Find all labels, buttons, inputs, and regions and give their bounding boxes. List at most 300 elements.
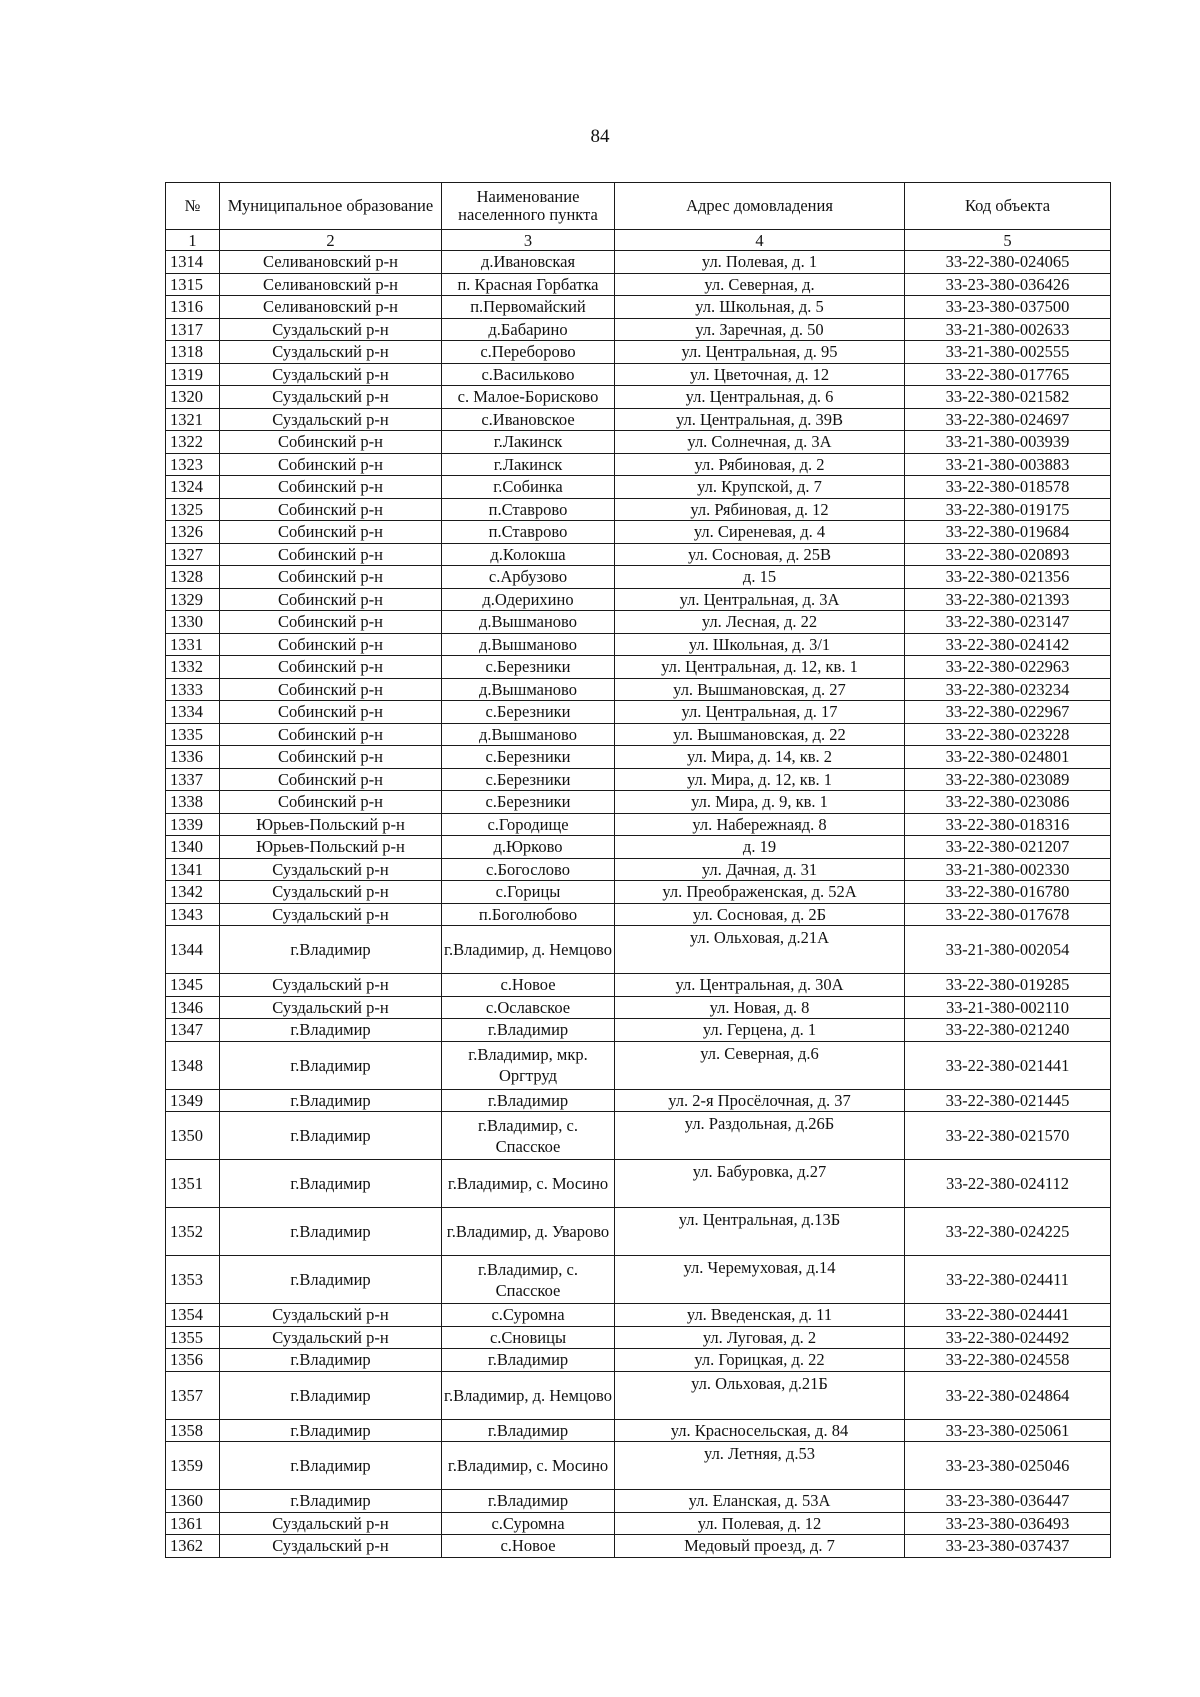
object-code-cell: 33-22-380-024801 [905, 746, 1111, 769]
table-row [166, 386, 1111, 409]
object-code-cell: 33-23-380-037500 [905, 296, 1111, 319]
object-code-cell: 33-22-380-023234 [905, 678, 1111, 701]
table-row [166, 974, 1111, 997]
address-cell: ул. Центральная, д. 39В [615, 408, 905, 431]
address-cell: ул. Северная, д. [615, 273, 905, 296]
object-code-cell: 33-22-380-024558 [905, 1349, 1111, 1372]
row-number: 1329 [166, 588, 220, 611]
row-number: 1354 [166, 1304, 220, 1327]
table-body [166, 251, 1111, 1558]
municipality-cell: Собинский р-н [220, 723, 442, 746]
address-cell: ул. Вышмановская, д. 27 [615, 678, 905, 701]
settlement-cell: г.Владимир, мкр. Оргтруд [442, 1041, 615, 1089]
municipality-cell: Собинский р-н [220, 633, 442, 656]
page-number: 84 [590, 126, 610, 147]
row-number: 1324 [166, 476, 220, 499]
address-cell: ул. Центральная, д. 6 [615, 386, 905, 409]
municipality-cell: Суздальский р-н [220, 408, 442, 431]
table-row [166, 996, 1111, 1019]
object-code-cell: 33-22-380-021393 [905, 588, 1111, 611]
table-row [166, 1256, 1111, 1304]
object-code-cell: 33-22-380-019285 [905, 974, 1111, 997]
municipality-cell: г.Владимир [220, 1442, 442, 1490]
settlement-cell: с.Новое [442, 1535, 615, 1558]
table-row [166, 723, 1111, 746]
table-row [166, 1512, 1111, 1535]
object-code-cell: 33-22-380-017678 [905, 903, 1111, 926]
object-code-cell: 33-22-380-021441 [905, 1041, 1111, 1089]
table-row [166, 476, 1111, 499]
row-number: 1320 [166, 386, 220, 409]
row-number: 1334 [166, 701, 220, 724]
municipality-cell: Юрьев-Польский р-н [220, 836, 442, 859]
object-code-cell: 33-23-380-025061 [905, 1419, 1111, 1442]
address-cell: ул. Школьная, д. 3/1 [615, 633, 905, 656]
table-row [166, 836, 1111, 859]
settlement-cell: г.Владимир [442, 1349, 615, 1372]
address-cell: ул. Красносельская, д. 84 [615, 1419, 905, 1442]
table-row [166, 543, 1111, 566]
object-code-cell: 33-22-380-016780 [905, 881, 1111, 904]
object-code-cell: 33-22-380-022963 [905, 656, 1111, 679]
municipality-cell: Собинский р-н [220, 543, 442, 566]
object-code-cell: 33-23-380-037437 [905, 1535, 1111, 1558]
municipality-cell: Собинский р-н [220, 746, 442, 769]
object-code-cell: 33-22-380-021207 [905, 836, 1111, 859]
table-row [166, 1535, 1111, 1558]
row-number: 1352 [166, 1208, 220, 1256]
municipality-cell: Суздальский р-н [220, 881, 442, 904]
settlement-cell: г.Лакинск [442, 431, 615, 454]
address-cell: д. 19 [615, 836, 905, 859]
municipality-cell: г.Владимир [220, 1256, 442, 1304]
address-cell: ул. Преображенская, д. 52А [615, 881, 905, 904]
municipality-cell: Суздальский р-н [220, 996, 442, 1019]
header-settlement: Наименование населенного пункта [442, 183, 615, 230]
object-code-cell: 33-22-380-024065 [905, 251, 1111, 274]
address-cell: ул. Набережнаяд. 8 [615, 813, 905, 836]
object-code-cell: 33-21-380-003883 [905, 453, 1111, 476]
object-code-cell: 33-22-380-023147 [905, 611, 1111, 634]
header-object-code: Код объекта [905, 183, 1111, 230]
row-number: 1339 [166, 813, 220, 836]
table-row [166, 881, 1111, 904]
settlement-cell: с.Березники [442, 701, 615, 724]
object-code-cell: 33-23-380-025046 [905, 1442, 1111, 1490]
object-code-cell: 33-22-380-021240 [905, 1019, 1111, 1042]
table-row [166, 1019, 1111, 1042]
address-cell: ул. Полевая, д. 12 [615, 1512, 905, 1535]
column-number: 3 [442, 230, 615, 251]
column-number: 1 [166, 230, 220, 251]
table-row [166, 858, 1111, 881]
municipality-cell: Суздальский р-н [220, 318, 442, 341]
address-cell: ул. Северная, д.6 [615, 1041, 905, 1089]
table-row [166, 1349, 1111, 1372]
municipality-cell: г.Владимир [220, 1112, 442, 1160]
row-number: 1358 [166, 1419, 220, 1442]
row-number: 1316 [166, 296, 220, 319]
address-cell: ул. Центральная, д. 17 [615, 701, 905, 724]
row-number: 1345 [166, 974, 220, 997]
municipality-cell: Собинский р-н [220, 678, 442, 701]
table-row [166, 1208, 1111, 1256]
table-row [166, 341, 1111, 364]
municipality-cell: Суздальский р-н [220, 974, 442, 997]
address-cell: ул. Крупской, д. 7 [615, 476, 905, 499]
address-cell: ул. Центральная, д. 30А [615, 974, 905, 997]
table-row [166, 498, 1111, 521]
table-row [166, 926, 1111, 974]
object-code-cell: 33-22-380-024864 [905, 1371, 1111, 1419]
row-number: 1315 [166, 273, 220, 296]
municipality-cell: г.Владимир [220, 1089, 442, 1112]
settlement-cell: д.Колокша [442, 543, 615, 566]
object-code-cell: 33-22-380-018316 [905, 813, 1111, 836]
table-row [166, 678, 1111, 701]
municipality-cell: Суздальский р-н [220, 386, 442, 409]
row-number: 1317 [166, 318, 220, 341]
settlement-cell: г.Владимир [442, 1089, 615, 1112]
row-number: 1350 [166, 1112, 220, 1160]
municipality-cell: Суздальский р-н [220, 341, 442, 364]
settlement-cell: с.Березники [442, 746, 615, 769]
table-row [166, 1160, 1111, 1208]
table-row [166, 1304, 1111, 1327]
row-number: 1326 [166, 521, 220, 544]
address-cell: ул. Еланская, д. 53А [615, 1490, 905, 1513]
object-code-cell: 33-22-380-020893 [905, 543, 1111, 566]
address-cell: ул. Полевая, д. 1 [615, 251, 905, 274]
municipality-cell: Собинский р-н [220, 768, 442, 791]
settlement-cell: д.Вышманово [442, 633, 615, 656]
table-row [166, 251, 1111, 274]
table-row [166, 318, 1111, 341]
row-number: 1330 [166, 611, 220, 634]
address-cell: ул. Бабуровка, д.27 [615, 1160, 905, 1208]
settlement-cell: с.Сновицы [442, 1326, 615, 1349]
address-cell: ул. Центральная, д.13Б [615, 1208, 905, 1256]
object-code-cell: 33-22-380-019684 [905, 521, 1111, 544]
address-cell: ул. Рябиновая, д. 2 [615, 453, 905, 476]
address-cell: ул. Раздольная, д.26Б [615, 1112, 905, 1160]
object-code-cell: 33-22-380-021356 [905, 566, 1111, 589]
settlement-cell: с. Малое-Борисково [442, 386, 615, 409]
municipality-cell: Суздальский р-н [220, 363, 442, 386]
address-cell: ул. Вышмановская, д. 22 [615, 723, 905, 746]
municipality-cell: г.Владимир [220, 1490, 442, 1513]
address-cell: ул. Заречная, д. 50 [615, 318, 905, 341]
address-cell: ул. Центральная, д. 12, кв. 1 [615, 656, 905, 679]
table-row [166, 1490, 1111, 1513]
municipality-cell: Собинский р-н [220, 611, 442, 634]
table-row [166, 611, 1111, 634]
table-row [166, 813, 1111, 836]
table-row [166, 566, 1111, 589]
municipality-cell: г.Владимир [220, 1419, 442, 1442]
settlement-cell: с.Березники [442, 656, 615, 679]
address-cell: ул. Черемуховая, д.14 [615, 1256, 905, 1304]
object-code-cell: 33-22-380-024142 [905, 633, 1111, 656]
address-cell: Медовый проезд, д. 7 [615, 1535, 905, 1558]
settlement-cell: г.Владимир [442, 1019, 615, 1042]
municipality-cell: Собинский р-н [220, 476, 442, 499]
row-number: 1335 [166, 723, 220, 746]
address-cell: ул. Дачная, д. 31 [615, 858, 905, 881]
row-number: 1333 [166, 678, 220, 701]
municipality-cell: Собинский р-н [220, 498, 442, 521]
table-row [166, 1089, 1111, 1112]
row-number: 1331 [166, 633, 220, 656]
settlement-cell: д.Вышманово [442, 611, 615, 634]
row-number: 1344 [166, 926, 220, 974]
object-code-cell: 33-22-380-024225 [905, 1208, 1111, 1256]
address-cell: ул. Ольховая, д.21Б [615, 1371, 905, 1419]
row-number: 1314 [166, 251, 220, 274]
object-code-cell: 33-22-380-024112 [905, 1160, 1111, 1208]
municipality-cell: Селивановский р-н [220, 273, 442, 296]
row-number: 1361 [166, 1512, 220, 1535]
header-row [166, 183, 1111, 230]
address-cell: ул. Школьная, д. 5 [615, 296, 905, 319]
settlement-cell: с.Березники [442, 768, 615, 791]
settlement-cell: с.Суромна [442, 1512, 615, 1535]
address-cell: ул. 2-я Просёлочная, д. 37 [615, 1089, 905, 1112]
settlement-cell: п.Боголюбово [442, 903, 615, 926]
row-number: 1347 [166, 1019, 220, 1042]
object-code-cell: 33-22-380-021570 [905, 1112, 1111, 1160]
row-number: 1348 [166, 1041, 220, 1089]
municipality-cell: Суздальский р-н [220, 1326, 442, 1349]
header-address: Адрес домовладения [615, 183, 905, 230]
address-cell: ул. Цветочная, д. 12 [615, 363, 905, 386]
table-row [166, 363, 1111, 386]
settlement-cell: п.Ставрово [442, 521, 615, 544]
table-row [166, 408, 1111, 431]
address-cell: ул. Солнечная, д. 3А [615, 431, 905, 454]
address-cell: д. 15 [615, 566, 905, 589]
row-number: 1362 [166, 1535, 220, 1558]
object-code-cell: 33-22-380-022967 [905, 701, 1111, 724]
object-code-cell: 33-23-380-036447 [905, 1490, 1111, 1513]
row-number: 1353 [166, 1256, 220, 1304]
address-cell: ул. Рябиновая, д. 12 [615, 498, 905, 521]
municipality-cell: Суздальский р-н [220, 903, 442, 926]
settlement-cell: с.Ославское [442, 996, 615, 1019]
table-row [166, 588, 1111, 611]
table-row [166, 1326, 1111, 1349]
settlement-cell: п.Первомайский [442, 296, 615, 319]
address-cell: ул. Мира, д. 12, кв. 1 [615, 768, 905, 791]
municipality-cell: Собинский р-н [220, 453, 442, 476]
address-cell: ул. Мира, д. 9, кв. 1 [615, 791, 905, 814]
settlement-cell: с.Березники [442, 791, 615, 814]
table-row [166, 701, 1111, 724]
table-row [166, 1041, 1111, 1089]
row-number: 1319 [166, 363, 220, 386]
settlement-cell: г.Владимир, с. Спасское [442, 1256, 615, 1304]
header-municipality: Муниципальное образование [220, 183, 442, 230]
object-code-cell: 33-22-380-023086 [905, 791, 1111, 814]
object-code-cell: 33-23-380-036426 [905, 273, 1111, 296]
table-row [166, 633, 1111, 656]
address-cell: ул. Введенская, д. 11 [615, 1304, 905, 1327]
settlement-cell: п. Красная Горбатка [442, 273, 615, 296]
table-row [166, 431, 1111, 454]
table-row [166, 1442, 1111, 1490]
households-table [165, 182, 1111, 1558]
row-number: 1341 [166, 858, 220, 881]
settlement-cell: г.Владимир [442, 1419, 615, 1442]
settlement-cell: с.Суромна [442, 1304, 615, 1327]
address-cell: ул. Сосновая, д. 2Б [615, 903, 905, 926]
row-number: 1360 [166, 1490, 220, 1513]
address-cell: ул. Сосновая, д. 25В [615, 543, 905, 566]
municipality-cell: Собинский р-н [220, 791, 442, 814]
row-number: 1337 [166, 768, 220, 791]
row-number: 1340 [166, 836, 220, 859]
row-number: 1356 [166, 1349, 220, 1372]
object-code-cell: 33-22-380-017765 [905, 363, 1111, 386]
settlement-cell: с.Арбузово [442, 566, 615, 589]
table-row [166, 903, 1111, 926]
address-cell: ул. Ольховая, д.21А [615, 926, 905, 974]
object-code-cell: 33-23-380-036493 [905, 1512, 1111, 1535]
column-number: 4 [615, 230, 905, 251]
settlement-cell: с.Городище [442, 813, 615, 836]
settlement-cell: г.Владимир, с. Мосино [442, 1160, 615, 1208]
table-row [166, 453, 1111, 476]
settlement-cell: д.Ивановская [442, 251, 615, 274]
address-cell: ул. Новая, д. 8 [615, 996, 905, 1019]
column-number: 2 [220, 230, 442, 251]
object-code-cell: 33-22-380-019175 [905, 498, 1111, 521]
address-cell: ул. Центральная, д. 95 [615, 341, 905, 364]
object-code-cell: 33-21-380-002330 [905, 858, 1111, 881]
settlement-cell: д.Одерихино [442, 588, 615, 611]
address-cell: ул. Луговая, д. 2 [615, 1326, 905, 1349]
settlement-cell: с.Богослово [442, 858, 615, 881]
settlement-cell: д.Бабарино [442, 318, 615, 341]
object-code-cell: 33-21-380-003939 [905, 431, 1111, 454]
settlement-cell: г.Владимир, д. Уварово [442, 1208, 615, 1256]
object-code-cell: 33-22-380-024411 [905, 1256, 1111, 1304]
row-number: 1328 [166, 566, 220, 589]
row-number: 1355 [166, 1326, 220, 1349]
row-number: 1321 [166, 408, 220, 431]
row-number: 1332 [166, 656, 220, 679]
settlement-cell: г.Владимир [442, 1490, 615, 1513]
row-number: 1343 [166, 903, 220, 926]
municipality-cell: г.Владимир [220, 926, 442, 974]
settlement-cell: с.Новое [442, 974, 615, 997]
object-code-cell: 33-21-380-002555 [905, 341, 1111, 364]
municipality-cell: г.Владимир [220, 1349, 442, 1372]
row-number: 1338 [166, 791, 220, 814]
object-code-cell: 33-22-380-023089 [905, 768, 1111, 791]
settlement-cell: г.Лакинск [442, 453, 615, 476]
object-code-cell: 33-22-380-021582 [905, 386, 1111, 409]
table-row [166, 273, 1111, 296]
column-number: 5 [905, 230, 1111, 251]
row-number: 1357 [166, 1371, 220, 1419]
settlement-cell: г.Владимир, с. Мосино [442, 1442, 615, 1490]
municipality-cell: г.Владимир [220, 1371, 442, 1419]
address-cell: ул. Центральная, д. 3А [615, 588, 905, 611]
settlement-cell: д.Юрково [442, 836, 615, 859]
table-row [166, 746, 1111, 769]
settlement-cell: п.Ставрово [442, 498, 615, 521]
row-number: 1349 [166, 1089, 220, 1112]
settlement-cell: г.Собинка [442, 476, 615, 499]
address-cell: ул. Мира, д. 14, кв. 2 [615, 746, 905, 769]
settlement-cell: д.Вышманово [442, 723, 615, 746]
municipality-cell: Собинский р-н [220, 588, 442, 611]
object-code-cell: 33-21-380-002110 [905, 996, 1111, 1019]
settlement-cell: с.Переборово [442, 341, 615, 364]
municipality-cell: г.Владимир [220, 1019, 442, 1042]
address-cell: ул. Летняя, д.53 [615, 1442, 905, 1490]
row-number: 1346 [166, 996, 220, 1019]
municipality-cell: Юрьев-Польский р-н [220, 813, 442, 836]
object-code-cell: 33-22-380-024441 [905, 1304, 1111, 1327]
header-number: № [166, 183, 220, 230]
municipality-cell: г.Владимир [220, 1160, 442, 1208]
municipality-cell: Собинский р-н [220, 656, 442, 679]
settlement-cell: д.Вышманово [442, 678, 615, 701]
row-number: 1359 [166, 1442, 220, 1490]
settlement-cell: г.Владимир, д. Немцово [442, 1371, 615, 1419]
municipality-cell: Суздальский р-н [220, 858, 442, 881]
settlement-cell: с.Васильково [442, 363, 615, 386]
municipality-cell: Собинский р-н [220, 701, 442, 724]
object-code-cell: 33-22-380-023228 [905, 723, 1111, 746]
table-row [166, 1419, 1111, 1442]
row-number: 1322 [166, 431, 220, 454]
row-number: 1327 [166, 543, 220, 566]
municipality-cell: Собинский р-н [220, 521, 442, 544]
municipality-cell: Суздальский р-н [220, 1512, 442, 1535]
object-code-cell: 33-22-380-018578 [905, 476, 1111, 499]
municipality-cell: Собинский р-н [220, 566, 442, 589]
row-number: 1325 [166, 498, 220, 521]
column-numbers-row [166, 230, 1111, 251]
municipality-cell: г.Владимир [220, 1208, 442, 1256]
object-code-cell: 33-21-380-002054 [905, 926, 1111, 974]
municipality-cell: Собинский р-н [220, 431, 442, 454]
table-row [166, 768, 1111, 791]
settlement-cell: с.Горицы [442, 881, 615, 904]
municipality-cell: Селивановский р-н [220, 296, 442, 319]
settlement-cell: г.Владимир, д. Немцово [442, 926, 615, 974]
table-row [166, 656, 1111, 679]
table-row [166, 791, 1111, 814]
table-row [166, 521, 1111, 544]
row-number: 1318 [166, 341, 220, 364]
settlement-cell: г.Владимир, с. Спасское [442, 1112, 615, 1160]
table-row [166, 1112, 1111, 1160]
municipality-cell: Суздальский р-н [220, 1535, 442, 1558]
object-code-cell: 33-22-380-021445 [905, 1089, 1111, 1112]
settlement-cell: с.Ивановское [442, 408, 615, 431]
object-code-cell: 33-21-380-002633 [905, 318, 1111, 341]
address-cell: ул. Сиреневая, д. 4 [615, 521, 905, 544]
address-cell: ул. Горицкая, д. 22 [615, 1349, 905, 1372]
municipality-cell: г.Владимир [220, 1041, 442, 1089]
municipality-cell: Суздальский р-н [220, 1304, 442, 1327]
object-code-cell: 33-22-380-024492 [905, 1326, 1111, 1349]
table-row [166, 1371, 1111, 1419]
